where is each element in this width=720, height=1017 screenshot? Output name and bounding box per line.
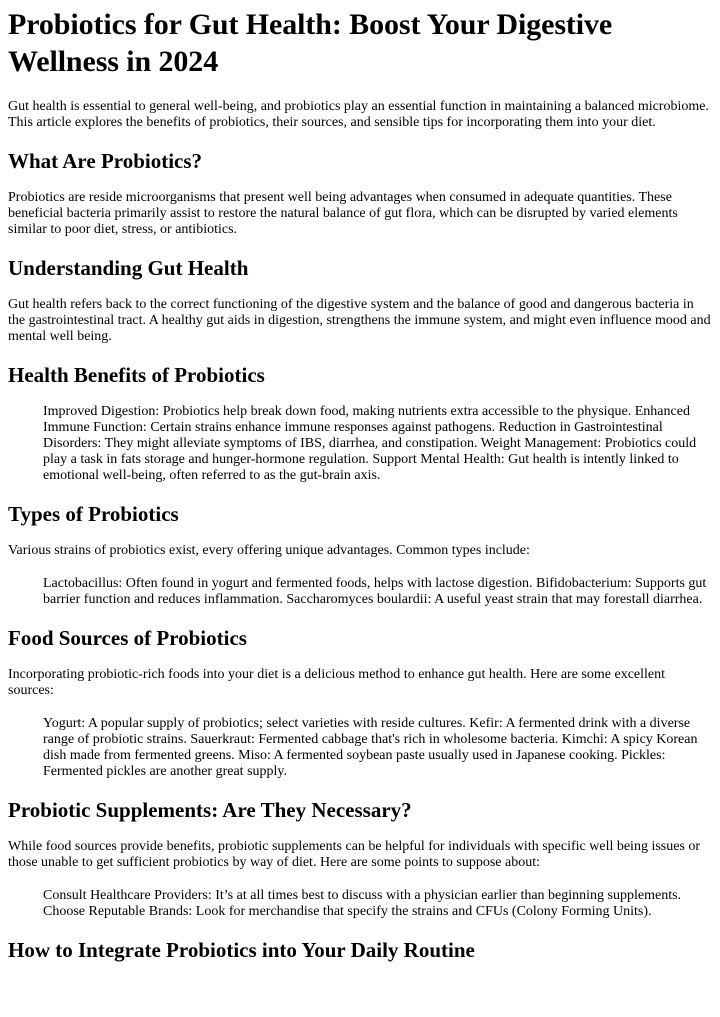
section-text-food-sources: Incorporating probiotic-rich foods into your diet is a delicious method to enhance gut health. Here are some excellent sources: [8,667,666,698]
section-heading-what-are-probiotics: What Are Probiotics? [8,149,203,173]
section-heading-integrate-probiotics: How to Integrate Probiotics into Your Daily Routine [8,938,475,962]
intro-paragraph: Gut health is essential to general well-being, and probiotics play an essential function in maintaining a balanced microbiome. This article explores the benefits of probiotics, their sources, and sensible tips for incorporating them into your diet. [8,99,709,130]
section-text-probiotic-supplements: While food sources provide benefits, probiotic supplements can be helpful for individuals with specific well being issues or those unable to get sufficient probiotics by way of diet. Here are some points to suppose about: [8,839,701,870]
section-quote-health-benefits: Improved Digestion: Probiotics help break down food, making nutrients extra accessible to the physique. Enhanced Immune Function: Certain strains enhance immune responses against pathogens. Reduction in Gastrointestinal Disorders: They might alleviate symptoms of IBS, diarrhea, and constipation. Weight Management: Probiotics could play a task in fats storage and hunger-hormone regulation. Support Mental Health: Gut health is intently linked to emotional well-being, often referred to as the gut-brain axis. [43,404,697,483]
section-text-understanding-gut-health: Gut health refers back to the correct functioning of the digestive system and the balance of good and dangerous bacteria in the gastrointestinal tract. A healthy gut aids in digestion, strengthens the immune system, and might even influence mood and mental well being. [8,297,711,344]
section-heading-probiotic-supplements: Probiotic Supplements: Are They Necessary? [8,798,412,822]
section-text-types-of-probiotics: Various strains of probiotics exist, every offering unique advantages. Common types include: [8,543,530,558]
section-heading-food-sources: Food Sources of Probiotics [8,626,247,650]
section-quote-food-sources: Yogurt: A popular supply of probiotics; select varieties with reside cultures. Kefir: A fermented drink with a diverse range of probiotic strains. Sauerkraut: Fermented cabbage that's rich in wholesome bacteria. Kimchi: A spicy Korean dish made from fermented greens. Miso: A fermented soybean paste usually used in Japanese cooking. Pickles: Fermented pickles are another great supply. [43,716,698,779]
section-heading-types-of-probiotics: Types of Probiotics [8,502,179,526]
section-heading-health-benefits: Health Benefits of Probiotics [8,363,265,387]
section-heading-understanding-gut-health: Understanding Gut Health [8,256,249,280]
page-title: Probiotics for Gut Health: Boost Your Digestive Wellness in 2024 [8,8,613,78]
section-quote-types-of-probiotics: Lactobacillus: Often found in yogurt and fermented foods, helps with lactose digestion. Bifidobacterium: Supports gut barrier function and reduces inflammation. Saccharomyces boulardii: A useful yeast strain that may forestall diarrhea. [43,576,707,607]
section-text-what-are-probiotics: Probiotics are reside microorganisms that present well being advantages when consumed in adequate quantities. These beneficial bacteria primarily assist to restore the natural balance of gut flora, which can be disrupted by varied elements similar to poor diet, stress, or antibiotics. [8,190,678,237]
section-quote-probiotic-supplements: Consult Healthcare Providers: It’s at all times best to discuss with a physician earlier than beginning supplements. Choose Reputable Brands: Look for merchandise that specify the strains and CFUs (Colony Forming Units). [43,888,682,919]
